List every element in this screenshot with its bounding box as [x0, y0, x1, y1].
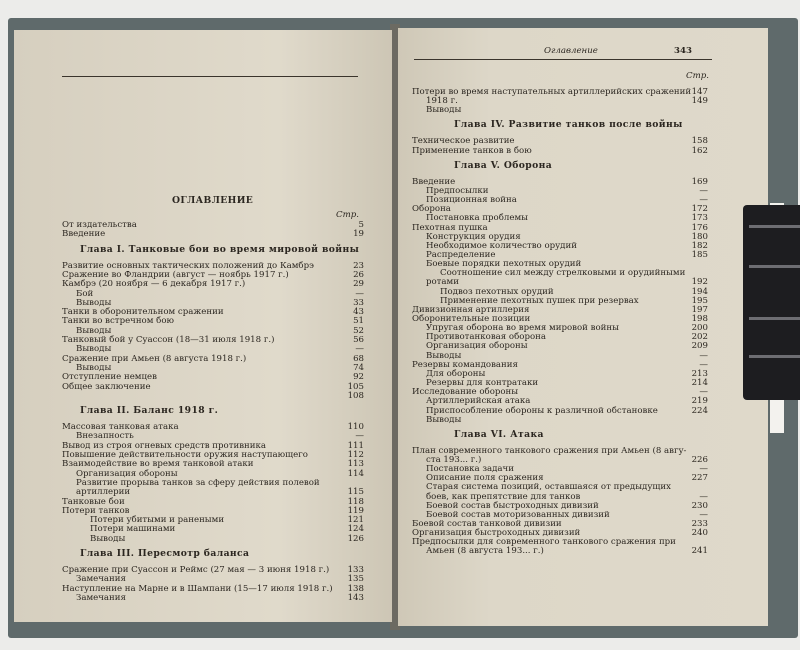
toc-entry-page: 162: [691, 145, 708, 156]
toc-entry-text: Взаимодействие во время танковой атаки: [62, 459, 254, 470]
toc-entry-page: 92: [353, 372, 364, 383]
toc-entry-text: Для обороны: [426, 368, 486, 379]
toc-entry-page: 115: [347, 487, 364, 498]
toc-entry-page: —: [699, 387, 708, 398]
toc-entry-text: Техническое развитие: [412, 136, 515, 147]
toc-entry-text: Конструкция орудия: [426, 231, 521, 242]
toc-entry-text: Необходимое количество орудий: [426, 240, 577, 251]
toc-entry-text: Резервы для контратаки: [426, 378, 539, 389]
toc-entry-text: Предпосылки для современного танкового сражения при: [412, 537, 676, 548]
toc-entry-page: 51: [353, 316, 364, 327]
toc-entry-page: 198: [691, 314, 708, 324]
toc-entry-text: Выводы: [90, 533, 126, 544]
toc-entry-text: Приспособление обороны к различной обстановке: [426, 405, 658, 416]
binder-clip: [743, 205, 800, 400]
toc-entry-page: 52: [353, 325, 364, 336]
toc-entry-page: —: [699, 509, 708, 520]
toc-entry-text: Камбрэ (20 ноября — 6 декабря 1917 г.): [62, 279, 246, 290]
toc-entry-text: Подвоз пехотных орудий: [440, 286, 554, 297]
toc-entry-page: —: [699, 359, 708, 370]
toc-entry-text: Описание поля сражения: [426, 473, 544, 484]
toc-entry-text: Пехотная пушка: [412, 222, 488, 233]
toc-entry-text: Предпосылки: [426, 185, 489, 196]
toc-entry-page: 149: [691, 96, 708, 107]
toc-entry-text: Оборона: [412, 204, 451, 215]
toc-entry-text: Наступление на Марне и в Шампани (15—17 июля 1918 г.): [62, 583, 333, 594]
toc-entry-page: 29: [353, 279, 364, 290]
toc-entry-text: От издательства: [62, 220, 137, 230]
toc-entry-text: Внезапность: [76, 431, 134, 442]
toc-entry-text: Развитие основных тактических положений до Камбрэ: [62, 260, 314, 271]
toc-entry-page: 233: [691, 519, 708, 529]
toc-entry-text: Выводы: [76, 362, 112, 373]
chapter-heading: Глава III. Пересмотр баланса: [80, 548, 250, 559]
toc-entry-page: 105: [347, 381, 364, 392]
toc-entry-text: Распределение: [426, 249, 496, 260]
page-number: 343: [674, 46, 692, 56]
toc-title: ОГЛАВЛЕНИЕ: [172, 195, 254, 206]
toc-entry-page: 43: [353, 307, 364, 318]
page-column-label-right: Стр.: [686, 71, 709, 81]
toc-entry-text: Применение пехотных пушек при резервах: [440, 295, 639, 306]
toc-entry-page: 33: [353, 297, 364, 308]
toc-entry-text: Резервы командования: [412, 359, 518, 370]
toc-entry-text: Потери убитыми и ранеными: [90, 515, 225, 526]
toc-entry-page: 138: [347, 583, 364, 594]
toc-entry-text: Упругая оборона во время мировой войны: [426, 323, 619, 334]
toc-entry-page: 23: [353, 260, 364, 271]
toc-entry-page: —: [355, 344, 364, 355]
toc-entry-text: Позиционная война: [426, 195, 517, 206]
toc-entry-text: Развитие прорыва танков за сферу действия полевой: [76, 477, 320, 488]
toc-entry-text: Сражение во Фландрии (август — ноябрь 1917 г.): [62, 269, 289, 280]
toc-entry-text: боев, как препятствие для танков: [426, 491, 581, 502]
toc-entry-text: Дивизионная артиллерия: [412, 304, 530, 315]
toc-entry-page: 110: [347, 422, 364, 433]
toc-entry-text: Боевые порядки пехотных орудий: [426, 259, 582, 270]
toc-entry-text: Выводы: [76, 325, 112, 336]
toc-entry-page: 209: [691, 341, 708, 352]
toc-entry-text: Введение: [62, 229, 106, 240]
toc-entry-page: 158: [691, 136, 708, 147]
toc-entry-text: Потери танков: [62, 505, 130, 516]
toc-entry-page: —: [355, 288, 364, 299]
chapter-heading: Глава II. Баланс 1918 г.: [80, 405, 219, 417]
toc-entry-text: Сражение при Амьен (8 августа 1918 г.): [62, 353, 247, 364]
toc-entry-page: —: [699, 491, 708, 502]
toc-entry-text: Постановка проблемы: [426, 213, 528, 224]
running-head: Оглавление: [544, 46, 598, 56]
toc-entry-text: ротами: [426, 277, 459, 288]
toc-entry-page: 185: [691, 249, 708, 260]
toc-entry-page: 202: [691, 332, 708, 343]
toc-entry-text: Боевой состав моторизованных дивизий: [426, 509, 610, 520]
toc-entry-page: 226: [691, 454, 708, 465]
toc-entry-page: 213: [691, 368, 708, 379]
chapter-heading: Глава I. Танковые бои во время мировой войны: [80, 243, 360, 255]
toc-entry-page: —: [699, 350, 708, 361]
toc-entry-page: 197: [691, 304, 708, 315]
toc-entry-text: ста 193... г.): [426, 454, 482, 465]
toc-entry-text: Применение танков в бою: [412, 145, 532, 156]
toc-entry-page: —: [699, 185, 708, 196]
toc-entry-text: Потери во время наступательных артиллерийских сражений: [412, 87, 692, 97]
toc-entry-page: 219: [691, 396, 708, 407]
toc-entry-text: Боевой состав танковой дивизии: [412, 519, 562, 529]
toc-entry-page: 56: [353, 335, 364, 345]
toc-entry-page: 124: [347, 524, 364, 535]
toc-entry-text: Соотношение сил между стрелковыми и орудийными: [440, 268, 686, 279]
chapter-heading: Глава VI. Атака: [454, 428, 544, 440]
toc-entry-text: Организация обороны: [426, 341, 528, 352]
toc-entry-text: Выводы: [76, 344, 112, 355]
toc-entry-page: 147: [691, 87, 708, 97]
page-column-label: Стр.: [336, 210, 359, 220]
toc-entry-text: Введение: [412, 176, 456, 187]
toc-entry-text: артиллерии: [76, 487, 131, 498]
toc-entry-page: 108: [347, 390, 364, 401]
toc-entry-page: 240: [691, 528, 708, 539]
toc-entry-text: Вывод из строя огневых средств противника: [62, 440, 266, 451]
toc-entry-text: План современного танкового сражения при Амьен (8 авгу-: [412, 445, 687, 456]
toc-entry-text: Постановка задачи: [426, 464, 514, 475]
toc-entry-page: 113: [347, 459, 364, 470]
toc-entry-text: Амьен (8 августа 193... г.): [426, 546, 544, 557]
toc-entry-text: Выводы: [426, 105, 462, 116]
toc-entry-text: Танки в оборонительном сражении: [62, 307, 224, 318]
chapter-heading: Глава V. Оборона: [454, 159, 553, 171]
toc-entry-text: Выводы: [426, 414, 462, 425]
toc-entry-page: 119: [347, 505, 364, 516]
toc-entry-page: 194: [691, 286, 708, 297]
toc-entry-page: 195: [691, 295, 708, 306]
top-rule: [62, 76, 358, 77]
toc-entry-page: 111: [347, 440, 364, 451]
right-page: [398, 28, 768, 626]
toc-entry-text: Артиллерийская атака: [426, 396, 531, 407]
toc-entry-page: 121: [347, 515, 364, 526]
toc-entry-text: Боевой состав быстроходных дивизий: [426, 500, 599, 511]
toc-entry-text: Замечания: [76, 574, 126, 585]
toc-entry-text: Общее заключение: [62, 381, 151, 392]
toc-entry-page: 173: [691, 213, 708, 224]
toc-entry-text: 1918 г.: [426, 96, 458, 107]
toc-entry-page: —: [699, 195, 708, 206]
toc-entry-page: 214: [691, 378, 708, 389]
toc-entry-page: 200: [691, 323, 708, 334]
toc-entry-page: 182: [691, 240, 708, 251]
toc-entry-text: Массовая танковая атака: [62, 422, 179, 433]
toc-entry-page: 74: [353, 362, 364, 373]
toc-entry-page: 126: [347, 533, 364, 544]
toc-entry-page: 143: [347, 592, 364, 603]
toc-entry-text: Танки во встречном бою: [62, 316, 174, 327]
toc-entry-text: Старая система позиций, оставшаяся от предыдущих: [426, 482, 671, 493]
toc-entry-text: Сражение при Суассон и Реймс (27 мая — 3 июня 1918 г.): [62, 565, 330, 575]
toc-entry-text: Повышение действительности оружия наступающего: [62, 450, 308, 460]
toc-entry-page: 169: [691, 176, 708, 187]
toc-entry-text: Исследование обороны: [412, 387, 519, 398]
toc-entry-page: 133: [347, 565, 364, 575]
toc-entry-page: 192: [691, 277, 708, 288]
toc-entry-text: Оборонительные позиции: [412, 314, 531, 324]
toc-entry-text: Потери машинами: [90, 524, 176, 535]
toc-entry-text: Противотанковая оборона: [426, 332, 546, 343]
toc-entry-page: 241: [691, 546, 708, 557]
toc-entry-page: 112: [347, 450, 364, 460]
toc-entry-page: 5: [358, 220, 364, 230]
toc-entry-text: Отступление немцев: [62, 372, 157, 383]
toc-entry-page: 135: [347, 574, 364, 585]
toc-entry-page: —: [699, 464, 708, 475]
toc-entry-text: Организация быстроходных дивизий: [412, 528, 581, 539]
toc-entry-page: 224: [691, 405, 708, 416]
toc-entry-text: Бой: [76, 288, 94, 299]
chapter-heading: Глава IV. Развитие танков после войны: [454, 119, 683, 131]
toc-entry-page: 180: [691, 231, 708, 242]
toc-entry-page: 176: [691, 222, 708, 233]
toc-entry-page: 19: [353, 229, 364, 240]
toc-entry-page: 230: [691, 500, 708, 511]
toc-entry-text: Выводы: [76, 297, 112, 308]
toc-entry-page: 227: [691, 473, 708, 484]
toc-entry-page: —: [355, 431, 364, 442]
toc-entry-text: Танковые бои: [62, 496, 125, 507]
header-rule: [414, 59, 712, 60]
toc-entry-text: Танковый бой у Суассон (18—31 июля 1918 г.): [62, 335, 275, 345]
left-page: [14, 30, 392, 622]
toc-entry-page: 68: [353, 353, 364, 364]
toc-entry-page: 114: [347, 468, 364, 479]
toc-entry-text: Выводы: [426, 350, 462, 361]
toc-entry-page: 26: [353, 269, 364, 280]
toc-entry-text: Организация обороны: [76, 468, 178, 479]
toc-entry-page: 118: [347, 496, 364, 507]
toc-entry-page: 172: [691, 204, 708, 215]
toc-entry-text: Замечания: [76, 592, 126, 603]
